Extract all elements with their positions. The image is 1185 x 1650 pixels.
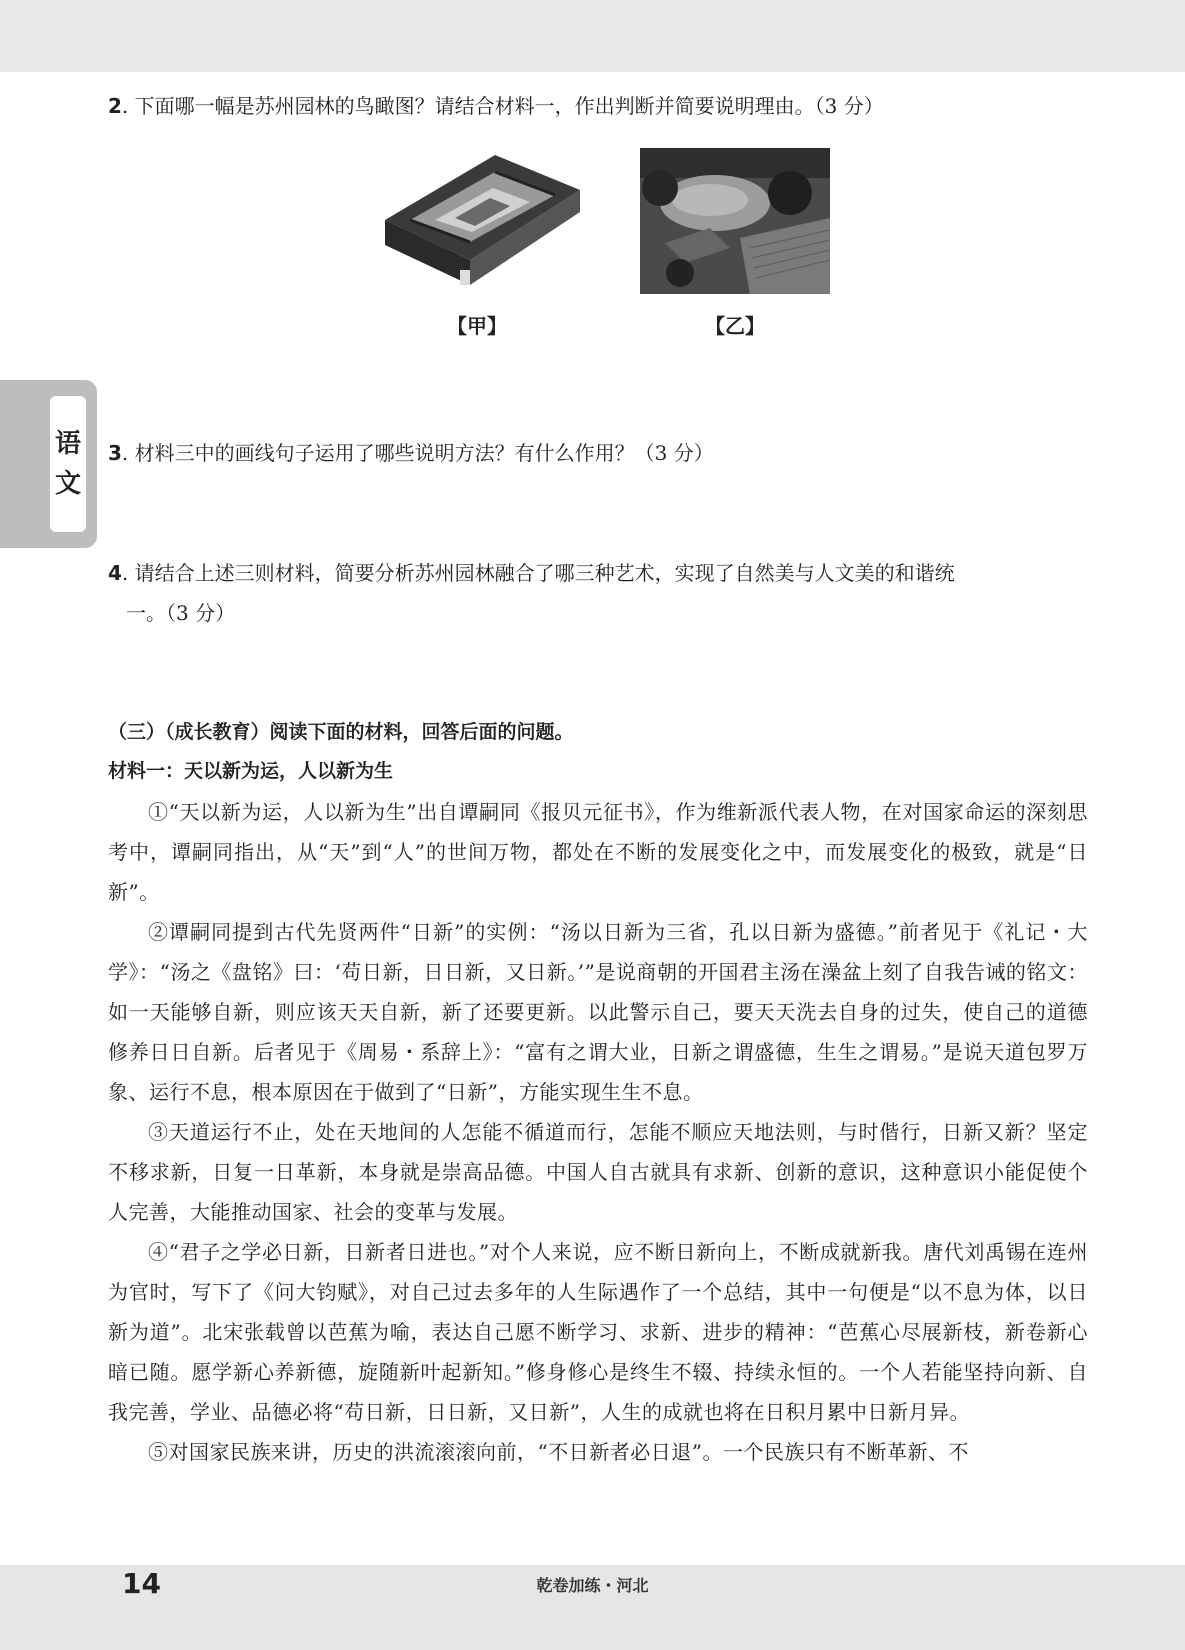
subject-char-1: 语 (54, 429, 81, 459)
question-4 (108, 553, 1108, 633)
question-3-number: 3 (108, 441, 122, 465)
subject-side-tab (0, 380, 97, 548)
page-number: 14 (122, 1567, 161, 1600)
paragraph-1: ①“天以新为运，人以新为生”出自谭嗣同《报贝元征书》，作为维新派代表人物，在对国家命运的深刻思考中，谭嗣同指出，从“天”到“人”的世间万物，都处在不断的发展变化之中，而发展变化的极致，就是“日新”。 (108, 800, 1088, 904)
question-2-text: . 下面哪一幅是苏州园林的鸟瞰图？请结合材料一，作出判断并简要说明理由。（3 分） (121, 94, 884, 118)
material-title: 材料一：天以新为运，人以新为生 (108, 760, 394, 782)
question-4-text-line2: 一。（3 分） (126, 601, 236, 625)
figure-jia-caption: 【甲】 (447, 314, 507, 338)
subject-label (50, 396, 86, 532)
footer-title: 乾卷加练・河北 (536, 1576, 649, 1595)
figure-jia-courtyard-image (375, 150, 585, 290)
top-band (0, 0, 1185, 72)
question-3 (108, 433, 1108, 473)
question-2 (108, 86, 1108, 126)
paragraph-5: ⑤对国家民族来讲，历史的洪流滚滚向前，“不日新者必日退”。一个民族只有不断革新、不 (148, 1440, 969, 1464)
passage (108, 792, 1088, 1472)
question-4-text-line1: . 请结合上述三则材料，简要分析苏州园林融合了哪三种艺术，实现了自然美与人文美的和谐统 (121, 561, 955, 585)
figure-yi-garden-photo (640, 148, 830, 294)
subject-char-2: 文 (54, 469, 81, 499)
question-3-text: . 材料三中的画线句子运用了哪些说明方法？有什么作用？（3 分） (121, 441, 714, 465)
paragraph-3: ③天道运行不止，处在天地间的人怎能不循道而行，怎能不顺应天地法则，与时偕行，日新又新？坚定不移求新，日复一日革新，本身就是崇高品德。中国人自古就具有求新、创新的意识，这种意识小能促使个人完善，大能推动国家、社会的变革与发展。 (108, 1120, 1088, 1224)
question-4-number: 4 (108, 561, 122, 585)
question-2-number: 2 (108, 94, 122, 118)
paragraph-2: ②谭嗣同提到古代先贤两件“日新”的实例：“汤以日新为三省，孔以日新为盛德。”前者见于《礼记・大学》：“汤之《盘铭》曰：‘苟日新，日日新，又日新。’”是说商朝的开国君主汤在澡盆上刻了自我告诫的铭文：如一天能够自新，则应该天天自新，新了还要更新。以此警示自己，要天天洗去自身的过失，使自己的道德修养日日自新。后者见于《周易・系辞上》：“富有之谓大业，日新之谓盛德，生生之谓易。”是说天道包罗万象、运行不息，根本原因在于做到了“日新”，方能实现生生不息。 (108, 920, 1088, 1104)
paragraph-4: ④“君子之学必日新，日新者日进也。”对个人来说，应不断日新向上，不断成就新我。唐代刘禹锡在连州为官时，写下了《问大钧赋》，对自己过去多年的人生际遇作了一个总结，其中一句便是“以不息为体，以日新为道”。北宋张载曾以芭蕉为喻，表达自己愿不断学习、求新、进步的精神：“芭蕉心尽展新枝，新卷新心暗已随。愿学新心养新德，旋随新叶起新知。”修身修心是终生不辍、持续永恒的。一个人若能坚持向新、自我完善，学业、品德必将“苟日新，日日新，又日新”，人生的成就也将在日积月累中日新月异。 (108, 1240, 1088, 1424)
section-heading: （三）（成长教育）阅读下面的材料，回答后面的问题。 (108, 721, 574, 743)
figure-yi-caption: 【乙】 (705, 314, 765, 338)
